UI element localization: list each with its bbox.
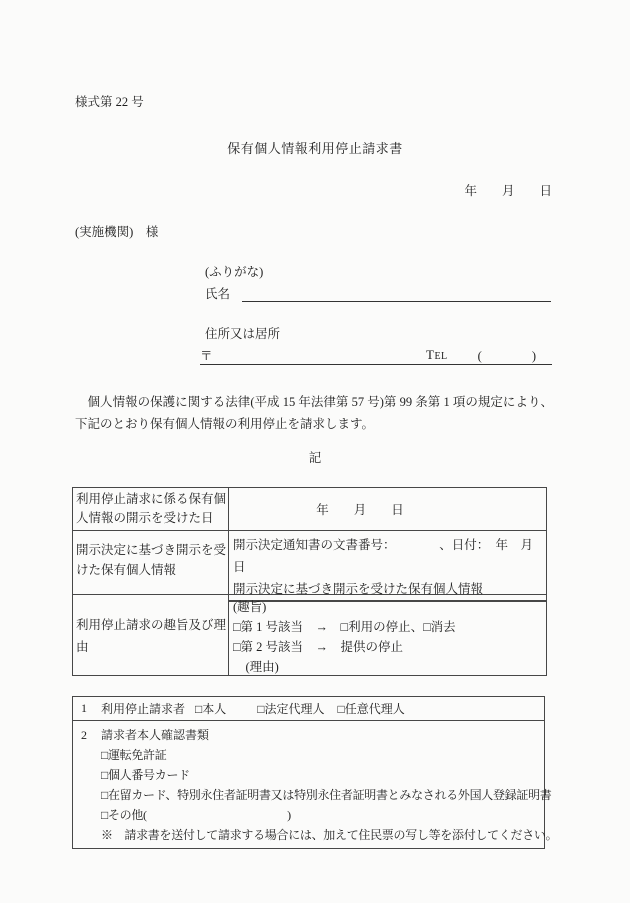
checkbox-other[interactable]: □その他( ) (101, 808, 291, 822)
table-row (73, 531, 546, 595)
request-details-table (72, 487, 547, 676)
row2-value-cell (229, 531, 546, 594)
postal-mark-icon: 〒 (200, 349, 213, 363)
checkbox-legal-representative[interactable]: □法定代理人 (257, 702, 325, 716)
requester-type-row (73, 697, 544, 721)
tel-blank[interactable]: ( ) (477, 349, 536, 363)
identity-documents-row (73, 721, 558, 848)
furigana-label: (ふりがな) (205, 265, 264, 279)
row3-label-purpose-reason: 利用停止請求の趣旨及び理由 (73, 595, 229, 675)
disclosed-personal-info-line: 開示決定に基づき開示を受けた保有個人情報 (233, 582, 484, 596)
checkbox-my-number-card[interactable]: □個人番号カード (101, 768, 190, 782)
checkbox-residence-card[interactable]: □在留カード、特別永住者証明書又は特別永住者証明書とみなされる外国人登録証明書 (101, 788, 552, 802)
requester-type-label: 利用停止請求者 (101, 702, 186, 716)
row1-date-blank[interactable]: 年 月 日 (316, 503, 404, 517)
form-number: 様式第 22 号 (75, 95, 144, 109)
table-row (73, 595, 546, 675)
purpose-heading: (趣旨) (233, 600, 267, 614)
checkbox-drivers-license[interactable]: □運転免許証 (101, 748, 167, 762)
mailing-note: ※ 請求書を送付して請求する場合には、加えて住民票の写し等を添付してください。 (101, 828, 558, 842)
disclosure-notice-number-line[interactable]: 開示決定通知書の文書番号： 、日付： 年 月 日 (233, 538, 546, 574)
row1-label-disclosure-date: 利用停止請求に係る保有個人情報の開示を受けた日 (73, 488, 229, 530)
row3-value-cell (229, 595, 546, 675)
name-field-row (205, 286, 551, 302)
recipient-line: (実施機関) 様 (75, 225, 159, 239)
document-title: 保有個人情報利用停止請求書 (227, 141, 403, 156)
date-blank: 年 月 日 (464, 184, 552, 198)
reason-heading: (理由) (233, 660, 279, 674)
row-number: 2 (81, 728, 87, 742)
item1-checkbox-line[interactable]: □第 1 号該当 → □利用の停止、□消去 (233, 620, 456, 634)
checkbox-voluntary-representative[interactable]: □任意代理人 (337, 702, 405, 716)
item2-checkbox-line[interactable]: □第 2 号該当 → 提供の停止 (233, 640, 404, 654)
name-blank-line[interactable] (242, 286, 551, 302)
row2-label-disclosed-info: 開示決定に基づき開示を受けた保有個人情報 (73, 531, 229, 594)
table-row (73, 488, 546, 531)
row-number: 1 (81, 701, 87, 715)
identity-documents-label: 請求者本人確認書類 (101, 728, 210, 742)
ki-heading: 記 (308, 451, 322, 465)
address-field-row[interactable] (200, 348, 552, 365)
requester-table (72, 696, 558, 849)
address-label: 住所又は居所 (205, 327, 281, 341)
intro-paragraph: 個人情報の保護に関する法律(平成 15 年法律第 57 号)第 99 条第 1 項の規定により、下記のとおり保有個人情報の利用停止を請求します。 (75, 395, 553, 431)
name-label: 氏名 (205, 287, 231, 301)
tel-label: TEL (426, 347, 448, 362)
checkbox-self[interactable]: □本人 (195, 702, 227, 716)
